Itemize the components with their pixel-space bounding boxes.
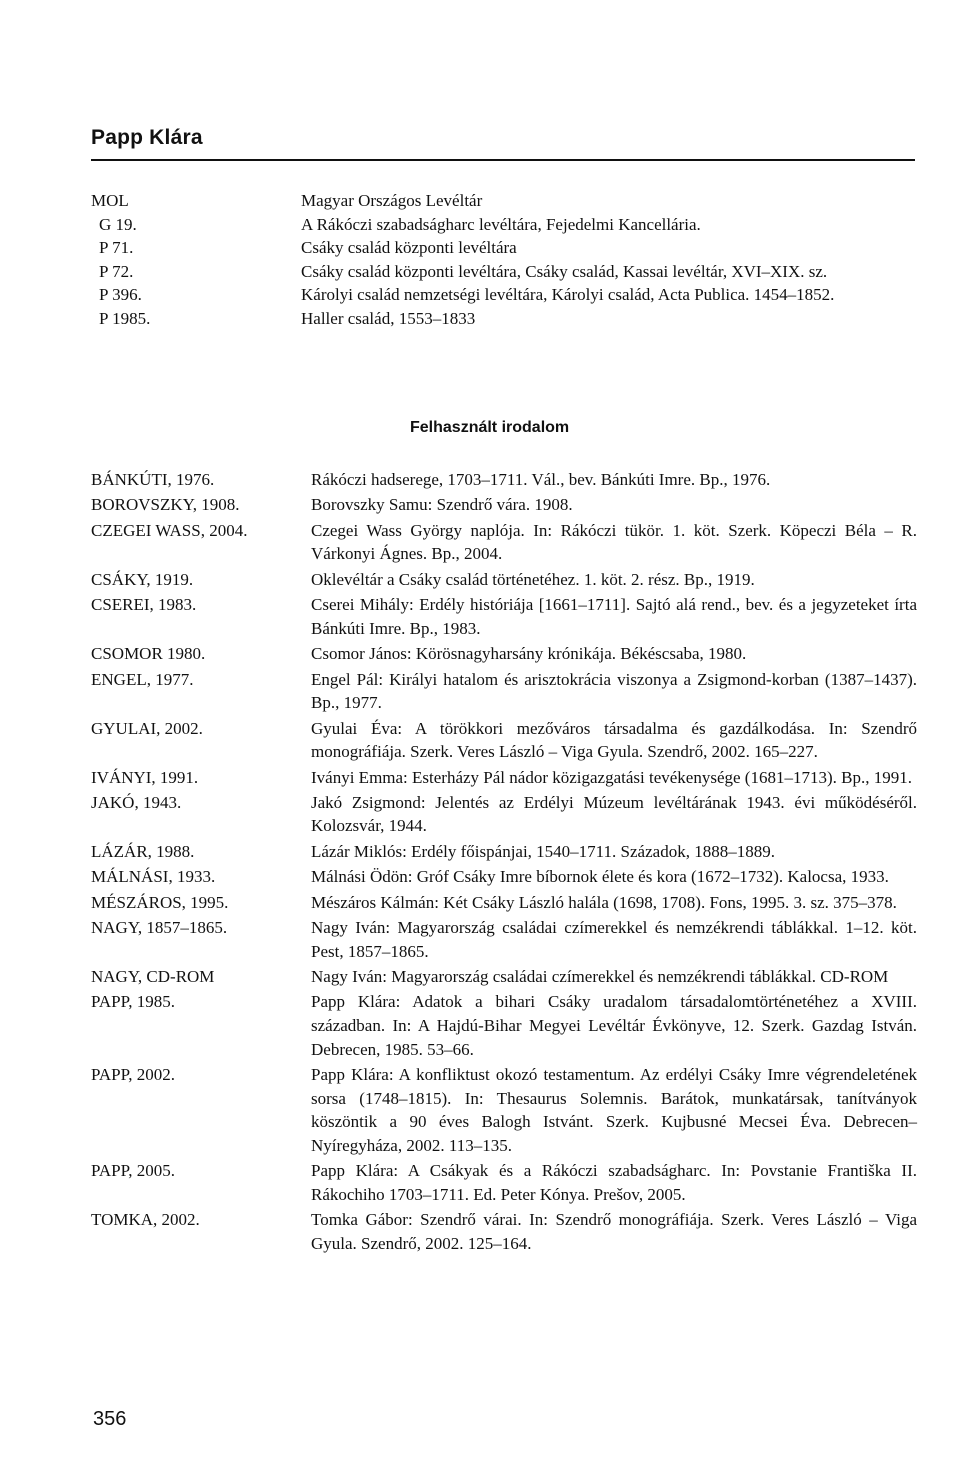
bibliography-entry xyxy=(91,468,917,492)
archive-code: MOL xyxy=(91,191,129,210)
bibliography-entry xyxy=(91,642,917,666)
bibliography-key: CSOMOR 1980. xyxy=(91,644,206,664)
bibliography-list xyxy=(91,468,917,1257)
bibliography-key: LÁZÁR, 1988. xyxy=(91,841,195,861)
bibliography-key: CSÁKY, 1919. xyxy=(91,569,194,589)
archive-entry xyxy=(91,189,917,213)
bibliography-text: Borovszky Samu: Szendrő vára. 1908. xyxy=(311,495,573,515)
bibliography-key: NAGY, CD-ROM xyxy=(91,967,215,987)
archive-code: P 396. xyxy=(99,285,142,304)
archive-description: Csáky család központi levéltára, Csáky család, Kassai levéltár, XVI–XIX. sz. xyxy=(301,261,828,281)
bibliography-text: Mészáros Kálmán: Két Csáky László halála (1698, 1708). Fons, 1995. 3. sz. 375–378. xyxy=(311,892,897,912)
bibliography-entry xyxy=(91,593,917,640)
bibliography-entry xyxy=(91,916,917,963)
bibliography-key: IVÁNYI, 1991. xyxy=(91,767,199,787)
bibliography-key: BOROVSZKY, 1908. xyxy=(91,495,240,515)
archive-sources-list xyxy=(91,189,917,330)
bibliography-key: PAPP, 2005. xyxy=(91,1161,175,1181)
archive-description: Károlyi család nemzetségi levéltára, Károlyi család, Acta Publica. 1454–1852. xyxy=(301,285,835,304)
bibliography-text: Papp Klára: Adatok a bihari Csáky uradalom társadalomtörténetéhez a XVIII. században. In: A Hajdú-Bihar Megyei Levéltár Évkönyve, 12. Szerk. Gazdag István. Debrecen, 1985. 53–66. xyxy=(311,992,917,1059)
archive-entry xyxy=(91,283,917,307)
bibliography-key: TOMKA, 2002. xyxy=(91,1210,200,1230)
bibliography-text: Málnási Ödön: Gróf Csáky Imre bíbornok élete és kora (1672–1732). Kalocsa, 1933. xyxy=(311,867,889,887)
bibliography-entry xyxy=(91,865,917,889)
bibliography-text: Nagy Iván: Magyarország családai czímerekkel és nemzékrendi táblákkal. CD-ROM xyxy=(311,967,889,987)
page-number: 356 xyxy=(93,1408,127,1430)
bibliography-key: CZEGEI WASS, 2004. xyxy=(91,520,248,540)
bibliography-text: Jakó Zsigmond: Jelentés az Erdélyi Múzeum levéltárának 1943. évi működéséről. Kolozsvár, 1944. xyxy=(311,792,917,836)
bibliography-entry xyxy=(91,717,917,764)
bibliography-entry xyxy=(91,766,917,790)
bibliography-text: Papp Klára: A Csákyak és a Rákóczi szabadságharc. In: Povstanie Františka II. Rákochiho 1703–1711. Ed. Peter Kónya. Prešov, 2005. xyxy=(311,1161,917,1204)
archive-entry xyxy=(91,236,917,260)
bibliography-key: BÁNKÚTI, 1976. xyxy=(91,470,215,489)
bibliography-text: Tomka Gábor: Szendrő várai. In: Szendrő monográfiája. Szerk. Veres László – Viga Gyula. Szendrő, 2002. 125–164. xyxy=(311,1210,917,1253)
bibliography-key: MÁLNÁSI, 1933. xyxy=(91,867,216,887)
archive-code: P 71. xyxy=(99,238,134,257)
bibliography-entry xyxy=(91,1208,917,1255)
archive-description: Magyar Országos Levéltár xyxy=(301,191,483,210)
bibliography-entry xyxy=(91,519,917,566)
archive-code: G 19. xyxy=(99,214,137,234)
bibliography-entry xyxy=(91,668,917,715)
bibliography-key: NAGY, 1857–1865. xyxy=(91,918,228,938)
page-title: Papp Klára xyxy=(91,126,203,149)
archive-description: A Rákóczi szabadságharc levéltára, Fejedelmi Kancellária. xyxy=(301,214,701,234)
bibliography-text: Czegei Wass György naplója. In: Rákóczi tükör. 1. köt. Szerk. Köpeczi Béla – R. Várkonyi Ágnes. Bp., 2004. xyxy=(311,520,917,564)
archive-entry xyxy=(91,213,917,237)
bibliography-entry xyxy=(91,965,917,989)
archive-entry xyxy=(91,260,917,284)
bibliography-text: Papp Klára: A konfliktust okozó testamentum. Az erdélyi Csáky Imre végrendeletének sorsa (1748–1815). In: Thesaurus Solemnis. Barátok, munkatársak, tanítványok köszöntik a 90 éves Balogh Istvánt. Szerk. Kujbusné Mecsei Éva. Debrecen–Nyíregyháza, 2002. 113–135. xyxy=(311,1065,917,1155)
bibliography-key: JAKÓ, 1943. xyxy=(91,792,182,812)
bibliography-entry xyxy=(91,1159,917,1206)
bibliography-entry xyxy=(91,990,917,1061)
archive-code: P 1985. xyxy=(99,308,151,328)
bibliography-key: PAPP, 1985. xyxy=(91,992,175,1012)
bibliography-key: CSEREI, 1983. xyxy=(91,595,197,615)
bibliography-entry xyxy=(91,493,917,517)
bibliography-entry xyxy=(91,791,917,838)
header-divider xyxy=(91,159,915,161)
bibliography-key: ENGEL, 1977. xyxy=(91,669,194,689)
bibliography-text: Lázár Miklós: Erdély főispánjai, 1540–1711. Századok, 1888–1889. xyxy=(311,841,775,861)
archive-description: Csáky család központi levéltára xyxy=(301,238,517,257)
bibliography-text: Rákóczi hadserege, 1703–1711. Vál., bev. Bánkúti Imre. Bp., 1976. xyxy=(311,470,771,489)
bibliography-key: MÉSZÁROS, 1995. xyxy=(91,892,229,912)
bibliography-key: PAPP, 2002. xyxy=(91,1065,175,1084)
bibliography-entry xyxy=(91,1063,917,1157)
bibliography-text: Gyulai Éva: A törökkori mezőváros társadalma és gazdálkodása. In: Szendrő monográfiája. Szerk. Veres László – Viga Gyula. Szendrő, 2002. 165–227. xyxy=(311,718,917,762)
bibliography-key: GYULAI, 2002. xyxy=(91,718,203,738)
bibliography-text: Cserei Mihály: Erdély históriája [1661–1711]. Sajtó alá rend., bev. és a jegyzeteket írta Bánkúti Imre. Bp., 1983. xyxy=(311,595,917,638)
bibliography-text: Nagy Iván: Magyarország családai czímerekkel és nemzékrendi táblákkal. 1–12. köt. Pest, 1857–1865. xyxy=(311,918,917,961)
bibliography-text: Oklevéltár a Csáky család történetéhez. 1. köt. 2. rész. Bp., 1919. xyxy=(311,569,755,589)
bibliography-entry xyxy=(91,568,917,592)
archive-description: Haller család, 1553–1833 xyxy=(301,308,476,328)
bibliography-entry xyxy=(91,840,917,864)
bibliography-entry xyxy=(91,891,917,915)
bibliography-text: Csomor János: Körösnagyharsány krónikája. Békéscsaba, 1980. xyxy=(311,644,747,664)
archive-code: P 72. xyxy=(99,261,134,281)
archive-entry xyxy=(91,307,917,331)
section-heading: Felhasznált irodalom xyxy=(410,419,570,436)
bibliography-text: Iványi Emma: Esterházy Pál nádor közigazgatási tevékenysége (1681–1713). Bp., 1991. xyxy=(311,767,912,787)
bibliography-text: Engel Pál: Királyi hatalom és arisztokrácia viszonya a Zsigmond-korban (1387–1437). Bp., 1977. xyxy=(311,669,917,713)
